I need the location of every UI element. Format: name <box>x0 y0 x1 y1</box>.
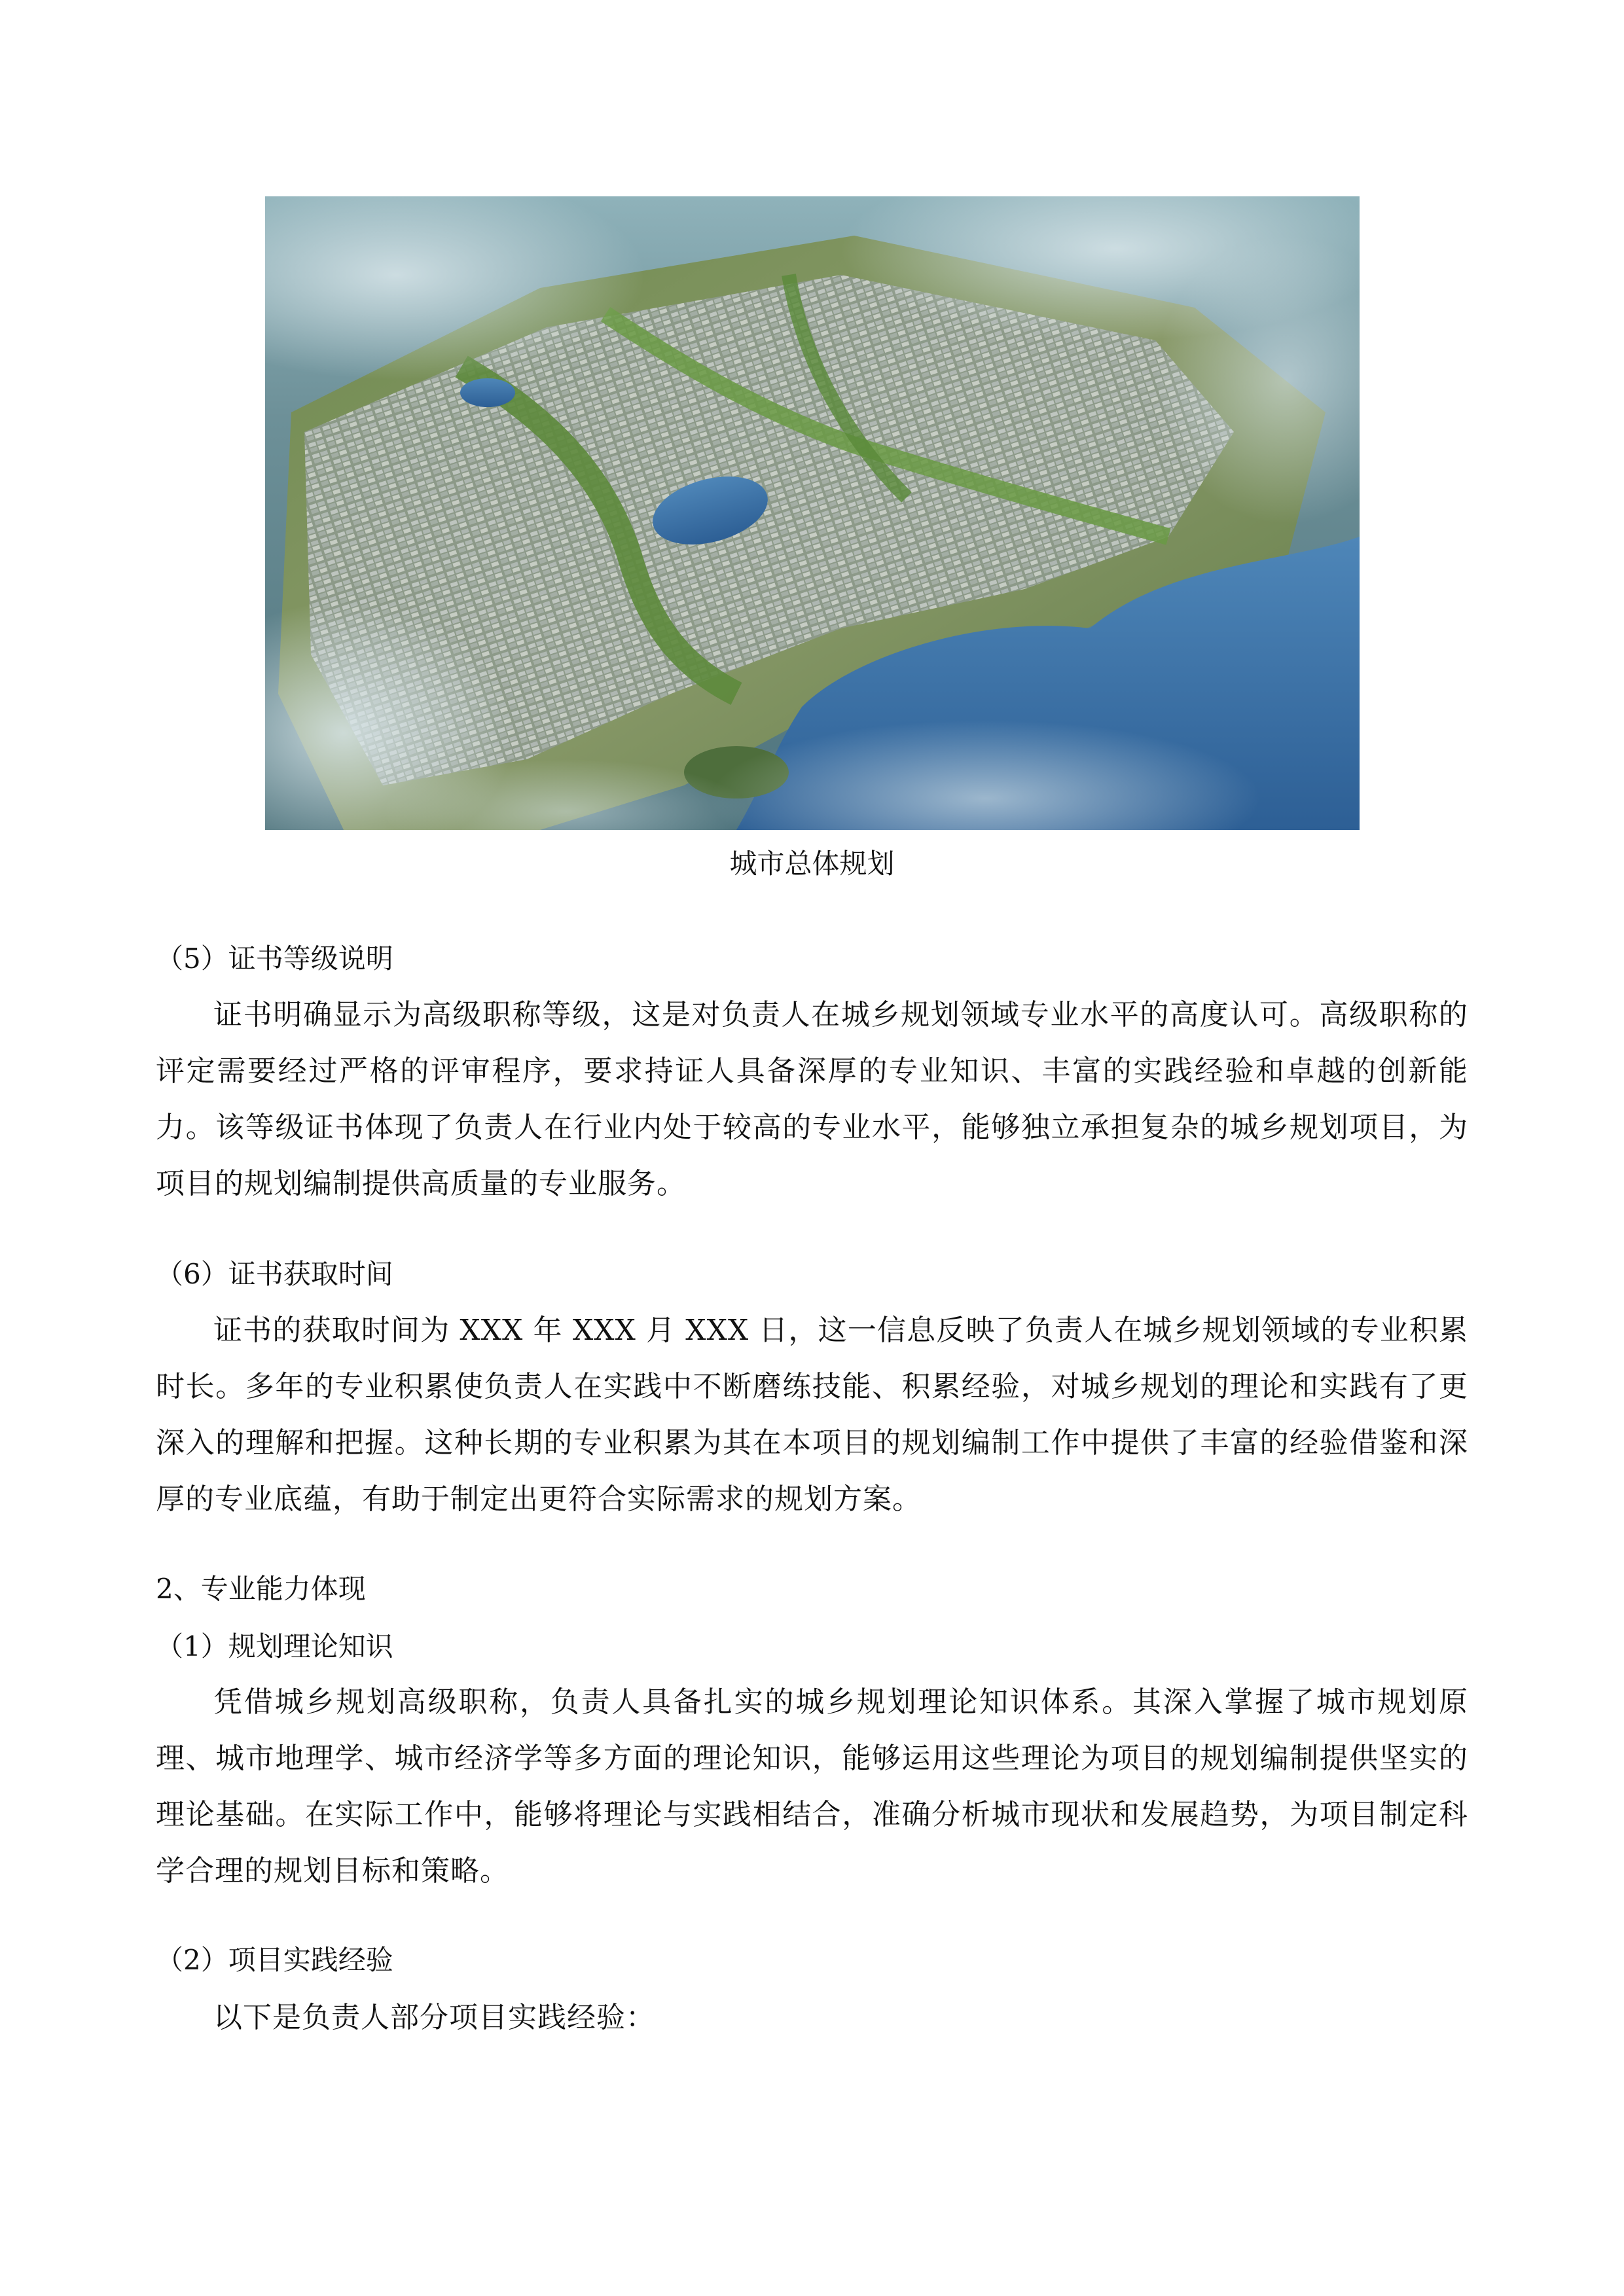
paragraph-certificate-level: 证书明确显示为高级职称等级，这是对负责人在城乡规划领域专业水平的高度认可。高级职称的评定需要经过严格的评审程序，要求持证人具备深厚的专业知识、丰富的实践经验和卓越的创新能力。该等级证书体现了负责人在行业内处于较高的专业水平，能够独立承担复杂的城乡规划项目，为项目的规划编制提供高质量的专业服务。 <box>156 998 1468 1200</box>
section-heading-certificate-time: （6）证书获取时间 <box>156 1258 393 1290</box>
paragraph-planning-theory: 凭借城乡规划高级职称，负责人具备扎实的城乡规划理论知识体系。其深入掌握了城市规划原理、城市地理学、城市经济学等多方面的理论知识，能够运用这些理论为项目的规划编制提供坚实的理论基础。在实际工作中，能够将理论与实践相结合，准确分析城市现状和发展趋势，为项目制定科学合理的规划目标和策略。 <box>156 1685 1468 1888</box>
aerial-city-rendering-icon <box>265 196 1360 830</box>
section-heading-professional-ability: 2、专业能力体现 <box>156 1573 366 1605</box>
section-heading-project-experience: （2）项目实践经验 <box>156 1944 393 1976</box>
paragraph-project-experience: 以下是负责人部分项目实践经验： <box>213 2001 655 2034</box>
section-heading-planning-theory: （1）规划理论知识 <box>156 1630 393 1662</box>
figure-caption: 城市总体规划 <box>729 848 895 880</box>
city-plan-figure <box>265 196 1360 830</box>
section-heading-certificate-level: （5）证书等级说明 <box>156 942 393 975</box>
paragraph-certificate-time: 证书的获取时间为 XXX 年 XXX 月 XXX 日，这一信息反映了负责人在城乡规划领域的专业积累时长。多年的专业积累使负责人在实践中不断磨练技能、积累经验，对城乡规划的理论和实践有了更深入的理解和把握。这种长期的专业积累为其在本项目的规划编制工作中提供了丰富的经验借鉴和深厚的专业底蕴，有助于制定出更符合实际需求的规划方案。 <box>156 1314 1468 1516</box>
